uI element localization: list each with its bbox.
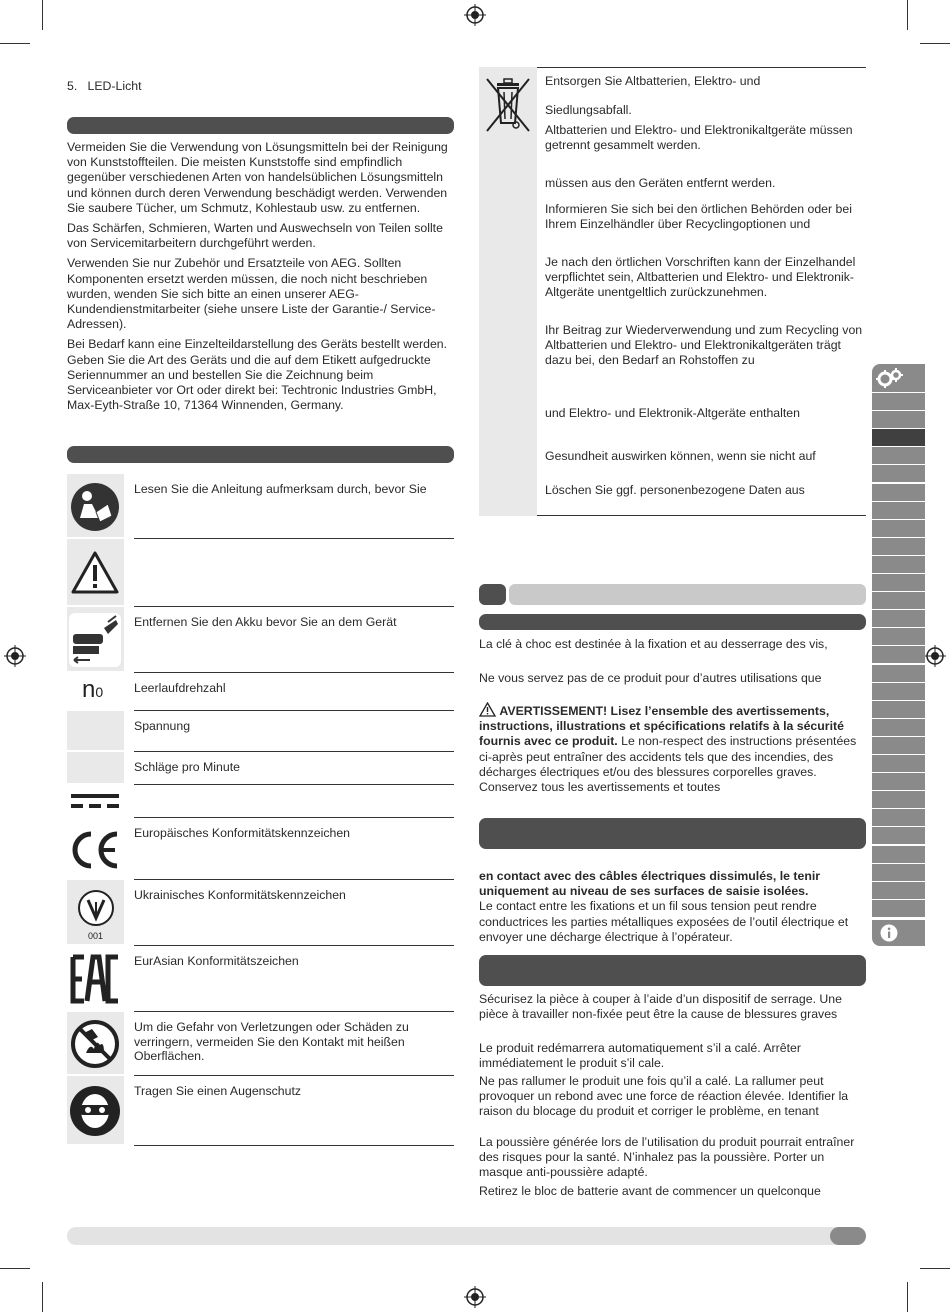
side-tab[interactable] [872, 882, 925, 899]
section-bar-symbols [67, 446, 454, 463]
side-tab[interactable] [872, 864, 925, 881]
section-bar-safety [479, 818, 866, 849]
section-number-box [479, 584, 506, 605]
side-tab[interactable] [872, 520, 925, 537]
maintenance-text [67, 140, 457, 413]
side-tab[interactable] [872, 755, 925, 772]
disposal-text: Entsorgen Sie Altbatterien, Elektro- und [545, 74, 761, 88]
side-tab[interactable] [872, 393, 925, 410]
disposal-table [479, 67, 866, 516]
cable-bold-text: en contact avec des câbles électriques dissimulés, le tenir uniquement au niveau de ses surfaces de saisie isolées. [479, 869, 821, 899]
text-cell: Europäisches Konformitätskennzeichen [134, 818, 454, 880]
text-cell: Lesen Sie die Anleitung aufmerksam durch, bevor Sie [134, 474, 454, 539]
text-cell: Leerlaufdrehzahl [134, 673, 454, 711]
list-item-led: 5. LED-Licht [67, 79, 142, 93]
text-cell: Tragen Sie einen Augenschutz [134, 1076, 454, 1146]
warning-small-icon [479, 702, 496, 717]
icon-cell [67, 1012, 124, 1076]
paragraph: Le produit redémarrera automatiquement s’il a calé. Arrêter immédiatement le produit s’il cale. [479, 1041, 801, 1071]
intended-use-text: La clé à choc est destinée à la fixation et au desserrage des vis, [479, 637, 828, 651]
table-row [67, 1076, 454, 1146]
table-row [67, 474, 454, 539]
side-tab[interactable] [872, 502, 925, 519]
disposal-text: Gesundheit auswirken können, wenn sie nicht auf [545, 449, 816, 463]
side-tab[interactable] [872, 484, 925, 501]
side-tab-stack [872, 364, 925, 946]
side-tab[interactable] [872, 791, 925, 808]
registration-mark-icon [924, 645, 946, 667]
crop-mark [0, 43, 30, 44]
disposal-text: Altbatterien und Elektro- und Elektronikaltgeräte müssen getrennt gesammelt werden. [545, 123, 853, 153]
paragraph: Bei Bedarf kann eine Einzelteildarstellung des Geräts bestellt werden. Geben Sie die Art des Geräts und die auf dem Etikett aufgedruckte Seriennummer an und bestellen Sie die Zeichnung beim Serviceanbieter vor Ort oder direkt bei: Techtronic Industries GmbH, Max-Eyth-Straße 10, 71364 Winnenden, Germany. [67, 337, 448, 413]
icon-cell [67, 785, 124, 818]
side-tab[interactable] [872, 827, 925, 844]
registration-mark-icon [4, 645, 26, 667]
icon-cell [67, 880, 124, 946]
crop-mark [42, 1282, 43, 1312]
table-row [67, 752, 454, 785]
icon-cell [67, 474, 124, 539]
side-tab[interactable] [872, 701, 925, 718]
text-cell [134, 539, 454, 607]
side-tab[interactable] [872, 665, 925, 682]
general-warning [479, 702, 869, 795]
no-load-speed-icon: n0 [82, 676, 104, 703]
text-cell: EurAsian Konformitätszeichen [134, 946, 454, 1012]
side-tab[interactable] [872, 465, 925, 482]
cable-text: Le contact entre les fixations et un fil sous tension peut rendre conductrices les parties métalliques exposées de l’outil électrique et envoyer une décharge électrique à l’opérateur. [479, 899, 849, 944]
warning-text: Le non-respect des instructions présentées ci-après peut entraîner des accidents tels que des incendies, des décharges électriques et/ou des blessures corporelles graves. Conservez tous les avertissements et toutes [479, 734, 857, 795]
disposal-text: und Elektro- und Elektronik-Altgeräte enthalten [545, 406, 800, 420]
section-bar-intended-use [479, 614, 866, 630]
icon-cell [67, 607, 124, 673]
disposal-icon-cell [479, 67, 537, 516]
text-cell: Spannung [134, 711, 454, 752]
side-tab[interactable] [872, 773, 925, 790]
icon-cell [67, 1076, 124, 1146]
text-cell [134, 785, 454, 818]
table-row [67, 539, 454, 607]
blank-icon [67, 711, 124, 752]
misuse-text: Ne vous servez pas de ce produit pour d’autres utilisations que [479, 671, 822, 685]
text-cell: Um die Gefahr von Verletzungen oder Schäden zu verringern, vermeiden Sie den Kontakt mit heißen Oberflächen. [134, 1012, 454, 1076]
cable-warning [479, 869, 869, 945]
disposal-top-line [537, 67, 866, 68]
table-row [67, 711, 454, 752]
side-tab[interactable] [872, 592, 925, 609]
side-tab[interactable] [872, 574, 925, 591]
paragraph: Verwenden Sie nur Zubehör und Ersatzteile von AEG. Sollten Komponenten ersetzt werden müssen, die noch nicht beschrieben wurden, wenden Sie sich bitte an einen unserer AEG-Kundendienstmitarbeiter (siehe unsere Liste der Garantie-/ Service-Adressen). [67, 256, 436, 332]
icon-cell [67, 946, 124, 1012]
disposal-text: Löschen Sie ggf. personenbezogene Daten aus [545, 483, 805, 497]
table-row [67, 880, 454, 946]
eac-mark-icon [70, 954, 120, 1004]
side-tab[interactable] [872, 556, 925, 573]
text-cell: Entfernen Sie den Akku bevor Sie an dem Gerät [134, 607, 454, 673]
table-row [67, 946, 454, 1012]
page-number-pill [830, 1227, 866, 1245]
paragraph: Sécurisez la pièce à couper à l’aide d’un dispositif de serrage. Une pièce à travailler non-fixée peut être la cause de blessures graves [479, 992, 842, 1022]
direct-current-icon [70, 792, 120, 812]
table-row [67, 1012, 454, 1076]
warning-triangle-icon [70, 550, 120, 596]
table-row [67, 607, 454, 673]
crossed-out-bin-icon [485, 75, 531, 133]
text-cell: Ukrainisches Konformitätskennzeichen [134, 880, 454, 946]
disposal-text: Je nach den örtlichen Vorschriften kann der Einzelhandel verpflichtet sein, Altbatterien und Elektro- und Elektronik-Altgeräte unentgeltlich zurückzunehmen. [545, 255, 856, 300]
remove-battery-icon [68, 612, 122, 668]
gears-icon [876, 367, 904, 389]
side-tab[interactable] [872, 719, 925, 736]
disposal-text: Ihr Beitrag zur Wiederverwendung und zum Recycling von Altbatterien und Elektro- und Elektronikaltgeräten trägt dazu bei, den Bedarf an Rohstoffen zu [545, 323, 863, 368]
crop-mark [920, 1268, 950, 1269]
side-tab[interactable] [872, 809, 925, 826]
ce-mark-icon [69, 830, 121, 870]
side-tab[interactable] [872, 683, 925, 700]
side-tab[interactable] [872, 610, 925, 627]
read-manual-icon [70, 482, 120, 532]
paragraph: Vermeiden Sie die Verwendung von Lösungsmitteln bei der Reinigung von Kunststoffteilen. Die meisten Kunststoffe sind empfindlich gegenüber verschiedenen Arten von handelsüblichen Lösungsmitteln und können durch deren Verwendung beschädigt werden. Verwenden Sie saubere Tücher, um Schmutz, Kohlestaub usw. zu entfernen. [67, 140, 448, 215]
side-tab[interactable] [872, 429, 925, 446]
side-tab[interactable] [872, 846, 925, 863]
side-tab[interactable] [872, 737, 925, 754]
side-tab[interactable] [872, 646, 925, 663]
hot-surface-icon [70, 1019, 120, 1069]
paragraph: Das Schärfen, Schmieren, Warten und Auswechseln von Teilen sollte von Servicemitarbeitern durchgeführt werden. [67, 221, 443, 251]
warning-bold-text: AVERTISSEMENT! Lisez l’ensemble des avertissements, instructions, illustrations et spécifications relatifs à la sécurité fournis avec ce produit. [479, 704, 844, 749]
section-bar-additional-safety [479, 955, 866, 986]
paragraph: Ne pas rallumer le produit une fois qu’il a calé. La rallumer peut provoquer un rebond avec une force de réaction élevée. Identifier la raison du blocage du produit et corriger le problème, en tenant [479, 1074, 849, 1119]
crop-mark [0, 1268, 30, 1269]
side-tab[interactable] [872, 411, 925, 428]
icon-cell [67, 673, 124, 711]
table-row [67, 818, 454, 880]
ukraine-mark-icon [76, 888, 116, 928]
footer-bar [67, 1227, 866, 1245]
section-bar-maintenance [67, 117, 454, 134]
info-icon [880, 924, 898, 942]
icon-cell [67, 539, 124, 607]
disposal-bottom-line [537, 515, 866, 516]
info-tab[interactable] [872, 920, 925, 946]
symbols-table [67, 474, 454, 1146]
table-row [67, 785, 454, 818]
paragraph: La poussière générée lors de l’utilisation du produit pourrait entraîner des risques pour la santé. N’inhalez pas la poussière. Porter un masque anti-poussière adapté. [479, 1135, 855, 1180]
crop-mark [42, 0, 43, 30]
side-tab[interactable] [872, 447, 925, 464]
crop-mark [920, 43, 950, 44]
ukraine-mark-code: 001 [88, 931, 104, 941]
crop-mark [907, 1282, 908, 1312]
side-tab[interactable] [872, 538, 925, 555]
crop-mark [907, 0, 908, 30]
side-tab[interactable] [872, 900, 925, 917]
side-tab[interactable] [872, 628, 925, 645]
registration-mark-icon [464, 1286, 486, 1308]
disposal-text: Siedlungsabfall. [545, 103, 632, 117]
table-row [67, 673, 454, 711]
registration-mark-icon [464, 4, 486, 26]
paragraph: Retirez le bloc de batterie avant de commencer un quelconque [479, 1184, 821, 1198]
section-title-bar [509, 584, 866, 605]
text-cell: Schläge pro Minute [134, 752, 454, 785]
icon-cell [67, 818, 124, 880]
gears-tab[interactable] [872, 364, 925, 392]
disposal-text: Informieren Sie sich bei den örtlichen Behörden oder bei Ihrem Einzelhändler über Recyclingoptionen und [545, 202, 852, 232]
disposal-text: müssen aus den Geräten entfernt werden. [545, 176, 776, 190]
blank-icon [67, 752, 124, 785]
eye-protection-icon [69, 1085, 121, 1137]
